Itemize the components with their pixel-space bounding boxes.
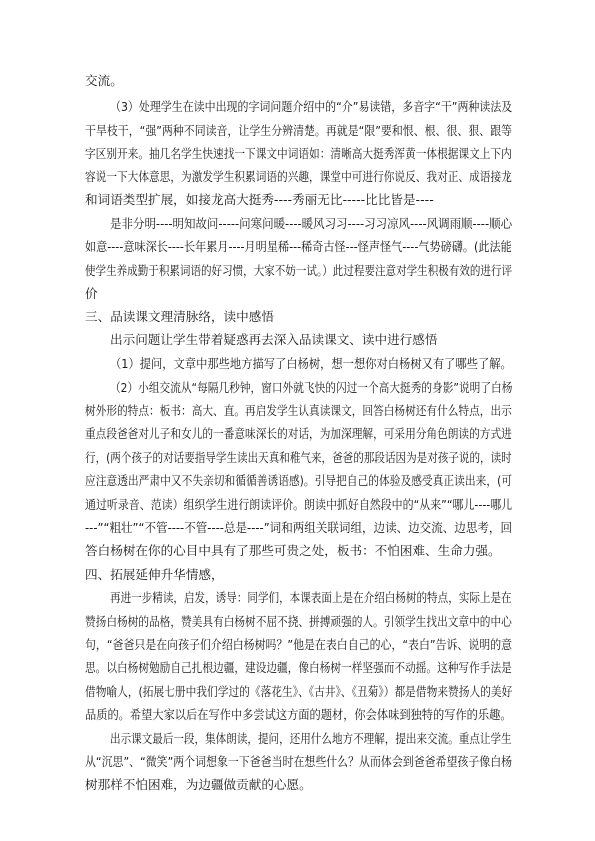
text-line: 如意----意味深长----长年累月----月明星稀---稀奇古怪---怪声怪气----气势磅礴。(此法能 xyxy=(85,239,512,254)
text-line: 通过听录音、范读）组织学生进行朗读评价。朗读中抓好自然段中的“从来”“哪儿----哪儿 xyxy=(85,497,513,512)
text-line: 是非分明----明知故问-----问寒问暖----暖风习习----习习凉风----风调雨顺----顺心 xyxy=(110,216,513,231)
text-line: 行，(两个孩子的对话要指导学生读出天真和稚气来，爸爸的那段话因为是对孩子说的，读时 xyxy=(85,450,512,465)
text-line: 干旱枝干，“强”两种不同读音，让学生分辨清楚。再就是“限”要和恨、根、很、狠、跟等 xyxy=(85,123,513,138)
text-line: 思。以白杨树勉励自己扎根边疆，建设边疆，像白杨树一样坚强而不动摇。这种写作手法是 xyxy=(85,660,512,675)
text-line: 价 xyxy=(85,286,98,301)
text-line: 答白杨树在你的心目中具有了那些可贵之处，板书：不怕困难、生命力强。 xyxy=(85,543,501,558)
text-line: 容说一下大体意思，为激发学生积累词语的兴趣，课堂中可进行你说反、我对正、成语接龙 xyxy=(85,169,512,184)
text-line: 和词语类型扩展，如接龙高大挺秀----秀丽无比-----比比皆是---- xyxy=(85,192,434,207)
section-heading: 四、拓展延伸升华情感， xyxy=(85,567,224,582)
text-line: 使学生养成勤于积累词语的好习惯，大家不妨一试。）此过程要注意对学生积极有效的进行评 xyxy=(85,263,513,278)
text-line: 从“沉思”、“微笑”两个词想象一下爸爸当时在想些什么？从而体会到爸爸希望孩子像白杨 xyxy=(85,754,513,769)
section-heading: 三、品读课文理清脉络，读中感悟 xyxy=(85,309,274,324)
text-line: 交流。 xyxy=(85,73,123,88)
text-line: 树外形的特点：板书：高大、直。再启发学生认真读课文，回答白杨树还有什么特点，出示 xyxy=(85,403,512,418)
text-line: （1）提问，文章中那些地方描写了白杨树，想一想你对白杨树又有了哪些了解。 xyxy=(110,356,512,371)
text-line: 树那样不怕困难，为边疆做贡献的心愿。 xyxy=(85,777,312,792)
text-line: （2）小组交流从“每隔几秒钟，窗口外就飞快的闪过一个高大挺秀的身影”说明了白杨 xyxy=(110,380,513,395)
text-line: 出示课文最后一段，集体朗读，提问，还用什么地方不理解，提出来交流。重点让学生 xyxy=(110,731,512,746)
text-line: 借物喻人，(拓展七册中我们学过的《落花生》、《古井》、《丑菊》）都是借物来赞扬人的美好 xyxy=(85,684,513,699)
text-line: 句，“爸爸只是在向孩子们介绍白杨树吗？”他是在表白自己的心，“表白”告诉、说明的意 xyxy=(85,637,513,652)
text-line: 出示问题让学生带着疑惑再去深入品读课文、读中进行感悟 xyxy=(110,332,438,347)
text-line: 再进一步精读，启发，诱导：同学们，本课表面上是在介绍白杨树的特点，实际上是在 xyxy=(110,590,512,605)
text-line: （3）处理学生在读中出现的字词问题介绍中的“介”易读错，多音字“干”两种读法及 xyxy=(110,99,513,114)
text-line: 赞扬白杨树的品格，赞美具有白杨树不屈不挠、拼搏顽强的人。引领学生找出文章中的中心 xyxy=(85,614,512,629)
text-line: 重点段爸爸对儿子和女儿的一番意味深长的对话，为加深理解，可采用分角色朗读的方式进 xyxy=(85,426,512,441)
text-line: 应注意透出严肃中又不失亲切和循循善诱语感)。引导把自己的体验及感受真正读出来，(可 xyxy=(85,473,512,488)
text-line: 字区别开来。抽几名学生快速找一下课文中词语如：清晰高大挺秀浑黄一体根据课文上下内 xyxy=(85,146,512,161)
text-line: 品质的。希望大家以后在写作中多尝试这方面的题材，你会体味到独特的写作的乐趣。 xyxy=(85,707,512,722)
text-line: ---”“粗壮”“不管----不管----总是----”词和两组关联词组，边读、边交流、边思考，回 xyxy=(85,520,513,535)
